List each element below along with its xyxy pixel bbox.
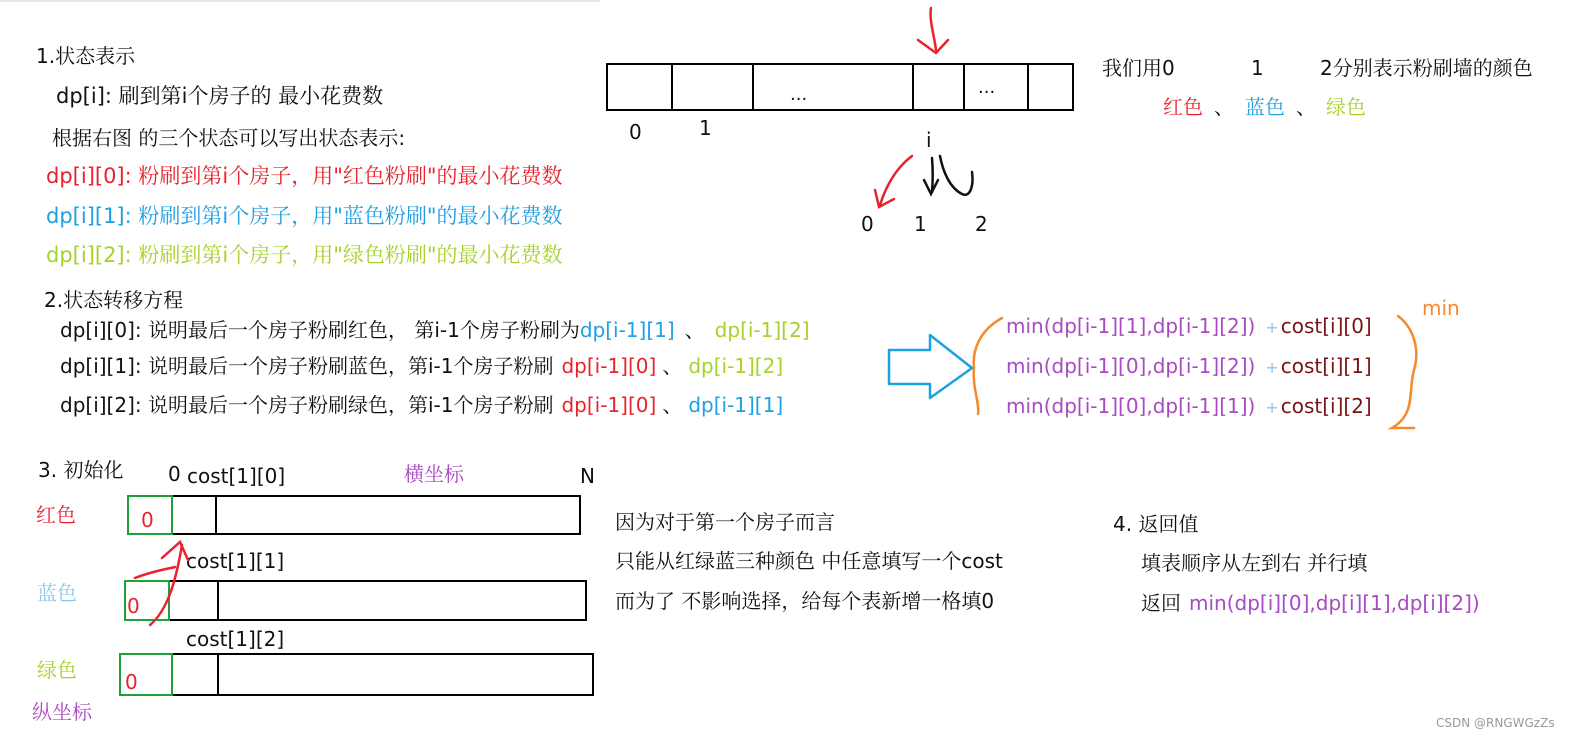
state-intro: 根据右图 的三个状态可以写出状态表示: — [52, 126, 406, 150]
transition-arrow-icon — [889, 335, 972, 398]
color-note-c: 2分别表示粉刷墙的颜色 — [1320, 56, 1533, 80]
transition-red-b: dp[i-1][2] — [714, 318, 810, 342]
color-red-label: 红色 — [1163, 95, 1203, 119]
section4-title: 4. 返回值 — [1113, 512, 1199, 536]
transition-blue-a: dp[i-1][0] — [561, 354, 657, 378]
horizontal-axis-label: 横坐标 — [404, 462, 464, 486]
array-ellipsis-1: ... — [790, 84, 808, 105]
transition-green-a: dp[i-1][0] — [561, 393, 657, 417]
formula-green-min: min(dp[i-1][0],dp[i-1][1]) — [1006, 394, 1256, 418]
cell-green-0: 0 — [125, 670, 138, 694]
init-explain-1: 因为对于第一个房子而言 — [615, 510, 835, 534]
right-brace-icon — [1392, 316, 1416, 428]
init-explain-3: 而为了 不影响选择，给每个表新增一格填0 — [615, 589, 995, 613]
transition-green-b: dp[i-1][1] — [688, 393, 784, 417]
watermark: CSDN @RNGWGzZs — [1436, 716, 1555, 730]
array-index-1: 1 — [699, 116, 712, 140]
vertical-axis-label: 纵坐标 — [32, 700, 92, 724]
cell-red-0: 0 — [141, 508, 154, 532]
color-note-a: 我们用0 — [1102, 56, 1175, 80]
cost-1-2-label: cost[1][2] — [186, 627, 285, 651]
state-green: dp[i][2]: 粉刷到第i个房子，用"绿色粉刷"的最小花费数 — [46, 243, 563, 267]
transition-green-text: dp[i][2]: 说明最后一个房子粉刷绿色，第i-1个房子粉刷 — [60, 393, 554, 417]
array-ellipsis-2: ... — [978, 77, 996, 98]
init-arrow-icon — [135, 542, 188, 625]
init-explain-2: 只能从红绿蓝三种颜色 中任意填写一个cost — [615, 549, 1003, 573]
left-brace-icon — [974, 318, 1002, 414]
color-note-b: 1 — [1251, 56, 1264, 80]
branch-arrow-red-icon — [875, 156, 912, 207]
cost-1-0-label: cost[1][0] — [187, 464, 286, 488]
formula-red-min: min(dp[i-1][1],dp[i-1][2]) — [1006, 314, 1256, 338]
min-label: min — [1422, 296, 1460, 320]
formula-blue-min: min(dp[i-1][0],dp[i-1][2]) — [1006, 354, 1256, 378]
section3-title: 3. 初始化 — [38, 458, 124, 482]
cell-blue-0: 0 — [127, 594, 140, 618]
n-label: N — [580, 464, 595, 488]
array-index-0: 0 — [629, 120, 642, 144]
transition-red-a: dp[i-1][1] — [579, 318, 675, 342]
row-label-green: 绿色 — [37, 658, 77, 682]
section1-title: 1.状态表示 — [36, 44, 136, 68]
branch-label-1: 1 — [914, 212, 927, 236]
branch-arrow-black-icon — [924, 156, 973, 195]
init-zero-label: 0 — [168, 462, 181, 486]
return-label: 返回 — [1141, 591, 1181, 615]
formula-red-plus: + — [1265, 318, 1279, 337]
dp-definition: dp[i]: 刷到第i个房子的 最小花费数 — [56, 84, 384, 108]
branch-label-2: 2 — [975, 212, 988, 236]
row-label-blue: 蓝色 — [37, 581, 77, 605]
formula-red-cost: cost[i][0] — [1280, 314, 1372, 338]
branch-label-0: 0 — [861, 212, 874, 236]
color-green-label: 绿色 — [1326, 95, 1366, 119]
formula-green-plus: + — [1265, 398, 1279, 417]
formula-blue-plus: + — [1265, 358, 1279, 377]
color-sep-1: 、 — [1214, 95, 1234, 119]
return-expr: min(dp[i][0],dp[i][1],dp[i][2]) — [1189, 591, 1480, 615]
transition-blue-text: dp[i][1]: 说明最后一个房子粉刷蓝色，第i-1个房子粉刷 — [60, 354, 554, 378]
state-blue: dp[i][1]: 粉刷到第i个房子，用"蓝色粉刷"的最小花费数 — [46, 204, 563, 228]
color-blue-label: 蓝色 — [1245, 95, 1285, 119]
transition-green-sep: 、 — [662, 393, 683, 417]
transition-blue-sep: 、 — [662, 354, 683, 378]
transition-red-sep: 、 — [684, 318, 705, 342]
row-label-red: 红色 — [36, 503, 76, 527]
transition-blue-b: dp[i-1][2] — [688, 354, 784, 378]
transition-red-text: dp[i][0]: 说明最后一个房子粉刷红色， 第i-1个房子粉刷为 — [60, 318, 580, 342]
down-arrow-red-icon — [918, 8, 948, 53]
state-red: dp[i][0]: 粉刷到第i个房子，用"红色粉刷"的最小花费数 — [46, 164, 563, 188]
color-sep-2: 、 — [1296, 95, 1316, 119]
section2-title: 2.状态转移方程 — [44, 288, 184, 312]
formula-green-cost: cost[i][2] — [1280, 394, 1372, 418]
fill-order: 填表顺序从左到右 并行填 — [1141, 551, 1368, 575]
array-index-i: i — [926, 128, 932, 152]
formula-blue-cost: cost[i][1] — [1280, 354, 1372, 378]
cost-1-1-label: cost[1][1] — [186, 549, 285, 573]
